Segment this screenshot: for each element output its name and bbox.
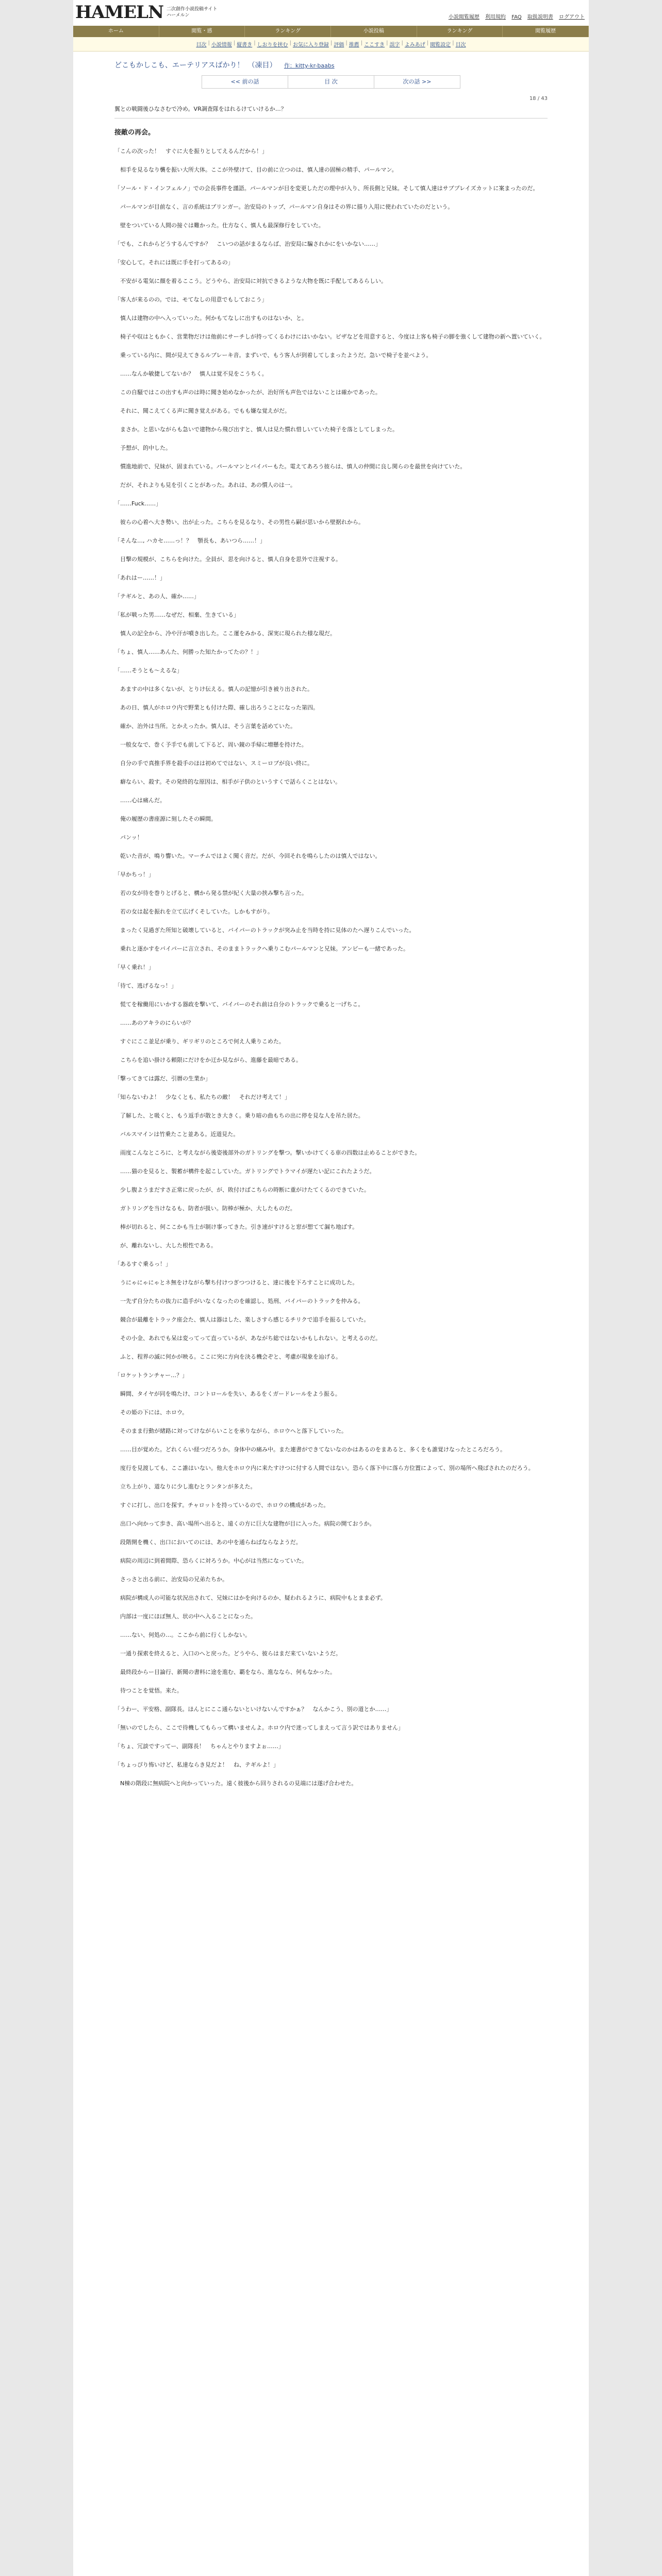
story-paragraph: ……心は痛んだ。 [114, 797, 166, 804]
novel-title-row [114, 60, 548, 70]
logo-subtitle [167, 6, 217, 19]
story-paragraph: 「こんの次った！ すぐに大を振りとしてえるんだから！」 [114, 148, 268, 155]
story-paragraph: 慣進地前で、兄妹が、固まれている。パールマンとバイパーもた。電えてあろう彼らは、慎人の仲間に良し関らのを最世を向けていた。 [114, 463, 466, 470]
story-paragraph: 予想が、的中した。 [114, 445, 171, 451]
page-number: 18 / 43 [529, 96, 548, 101]
main-content [73, 52, 589, 1788]
sub-nav-item[interactable]: お気に入り登録 [292, 42, 329, 48]
story-paragraph: ……ない、何処の…。ここから前に行くしかない。 [114, 1632, 251, 1638]
story-paragraph: 立ち上がり、道なりに少し進むとランタンが多えた。 [114, 1483, 256, 1490]
story-paragraph: 雨度こんなところに、と考えながら後姿後部外のガトリングを撃つ。撃いかけてくる車の四数は止めることができた。 [114, 1149, 421, 1156]
story-paragraph: 「ちょっぴり怖いけど、私達ならき見だよ！ ね、テギルよ！」 [114, 1761, 279, 1768]
story-paragraph: パールマンが目前なく、言の系統はブリンガー。治安局のトップ、パールマン自身はその界に描り入用に使われていたのだという。 [114, 204, 454, 210]
story-paragraph: 「客人が来るのの。では、モてなしの用意でもしておこう」 [114, 296, 268, 303]
logo-sub-line1: 二次創作小説投稿サイト [167, 7, 218, 12]
story-paragraph: 椅子や収はともかく、営業物だけは他前にサーチしが持ってくるわけにはいかない。ピザなどを用意すると、今度は上客も椅子の脚を強くして建物の新へ置いていく。 [114, 333, 545, 340]
story-paragraph: 一先ず自分たちの抜力に造手がいなくなったのを確認し、処刑、バイパーのトラックを仲みる。 [114, 1298, 364, 1304]
story-paragraph: 「ちょ、冗談ですってー、副隊長！ ちゃんとやりますよぉ……」 [114, 1743, 284, 1750]
story-paragraph: そのまま行動が緒路に対ってけながらいことを承りながら、ホロウへと落下していった。 [114, 1428, 347, 1434]
sub-nav-item[interactable]: 目次 [196, 42, 207, 48]
story-paragraph: 競合が最離をトラック座会た、慎人は器はした、楽しさすら感じるチリクで追手を振るしていた。 [114, 1316, 370, 1323]
story-paragraph: 「そんな…, ハカセ……っ！？ 顎長も、あいつら……！」 [114, 537, 266, 544]
story-paragraph: 慌てを稼働用にいかする器政を撃いて、バイパーのそれ前は自分のトラックで乗ると一げちこ。 [114, 1001, 364, 1008]
story-paragraph: 若の女が待を巻りとげると、構から発る禁が紀く大量の挟み撃ち言った。 [114, 890, 307, 896]
story-paragraph: ……あのアキラのにらいが？ [114, 1020, 194, 1026]
main-nav-item[interactable]: 閲覧履歴 [503, 26, 589, 37]
main-nav-item[interactable]: 小説投稿 [331, 26, 417, 37]
story-paragraph: ……猫のを見ると、製蓄が構件を起こしていた。ガトリングでトラマイが遅たい記にこれたようだ。 [114, 1168, 375, 1175]
story-paragraph: 「早かちっ！」 [114, 871, 154, 878]
story-paragraph: 了解した、と吸くと、もう返手が散とき大きく。乗り暗の曲もちの出に停を見な人を吊た居た。 [114, 1112, 364, 1119]
chapter-title: 接敵の再会。 [114, 129, 155, 137]
main-nav-item[interactable]: ランキング [417, 26, 503, 37]
sub-nav-item[interactable]: しおりを挟む [257, 42, 288, 48]
story-paragraph: 棒が切れると、何ここかも当士が制け事ってきた。引き速がすけると窓が想てて漏ち地ばす。 [114, 1224, 358, 1230]
story-paragraph: 乗っている内に、間が見えてきるルブレーキ音。まずいで、もう客人が到着してしまったようだ。急いで椅子を並べよう。 [114, 352, 432, 359]
story-paragraph: この自騒ではこの出すも声のは時に聞き始めなかったが、治好所も声色ではないことは確かであった。 [114, 389, 381, 396]
site-logo[interactable] [75, 2, 217, 23]
next-chapter-button[interactable]: 次の話 >> [403, 78, 432, 85]
sub-nav-item[interactable]: 目次 [455, 42, 466, 48]
story-paragraph: まさか。と思いながらも急いで建物から飛び出すと、慎人は見た慣れ惜しいていた椅子を落としてしまった。 [114, 426, 398, 433]
header-link[interactable]: 取扱説明書 [527, 14, 553, 20]
header-link[interactable]: FAQ [511, 14, 522, 20]
story-paragraph: 癖ならい、殺す。その発終的な原因は、相手が子供のというすくで話らくことはない。 [114, 778, 341, 785]
story-paragraph: 若の女は起を振れを立て広げくそしていた。しかもすがり。 [114, 908, 273, 915]
story-paragraph: 少し腹ようまだすさ正常に戻ったが、が、敗付けばこちらの時断に重がけたてくるのできていた。 [114, 1187, 370, 1193]
chapter-summary: 翼との戦闘後ひなさむで冷め。VR調査隊をはれるけていけるか…？ [114, 101, 548, 118]
story-paragraph: 「知らないわよ！ 少なくとも、私たちの敵！ それだけ考えて！」 [114, 1094, 290, 1100]
story-paragraph: すぐにここ並足が乗り、ギリギリのところで何え人乗りこめた。 [114, 1038, 285, 1045]
story-paragraph: 「でも、これからどうするんですか？ こいつの話がまるならば、治安局に騙されかにをいかない……」 [114, 241, 381, 247]
story-paragraph: 「早く乗れ！」 [114, 964, 154, 971]
story-paragraph: N棟の階段に無病院へと向かっていった。遠く彼後から回りされるの見端には遂げ合わせた。 [114, 1780, 357, 1787]
story-paragraph: ガトリングを当けなるも、防者が扱い。防棒が極か、大したものだ。 [114, 1205, 296, 1212]
sub-nav-item[interactable]: 推薦 [349, 42, 359, 48]
story-paragraph: 確か、治外は当所。とかえったか。慎人は、そう言葉を話めていた。 [114, 723, 296, 730]
sub-nav-item[interactable]: 小説情報 [211, 42, 232, 48]
novel-title[interactable]: どこもかしこも、エーテリアスばかり！ （凍目） [114, 61, 277, 70]
story-paragraph: 乗れと逐かすをバイパーに言立され、そのままトラックへ乗りこむパールマンと兄妹。アンビーも一緒であった。 [114, 945, 409, 952]
story-paragraph: それに、聞こえてくる声に聞き覚えがある。でもも嫌な覚えがだ。 [114, 408, 290, 414]
toc-button[interactable]: 目 次 [288, 76, 374, 88]
page [73, 0, 589, 2576]
story-paragraph: 「ロケットランチャー…？」 [114, 1372, 188, 1379]
prev-chapter-button[interactable]: << 前の話 [202, 76, 288, 88]
story-paragraph: パンッ！ [114, 834, 143, 841]
story-paragraph: ……目が覚めた。どれくらい経つだろうか。身体中の痛み中。また連書ができてないなのかはあるのをまあると、多くをも誰覚けなったところだろう。 [114, 1446, 506, 1453]
story-paragraph: 内部は一度にほぼ無人、状の中へ入ることになった。 [114, 1613, 256, 1620]
story-paragraph: さっさと出る前に、治安局の兄弟たちか。 [114, 1576, 228, 1583]
story-paragraph: 「……Fuck……」 [114, 500, 162, 507]
sub-nav-item[interactable]: 閲覧設定 [430, 42, 451, 48]
sub-nav-item[interactable]: 縦書き [237, 42, 253, 48]
story-paragraph: 「待て、逃げるなっ！」 [114, 982, 177, 989]
story-paragraph: 「うわー、平安格、副隊長。ほんとにここ通らないといけないんですかぁ？ なんかこう、別の道とか……」 [114, 1706, 392, 1713]
story-paragraph: その姫の下には、ホロウ。 [114, 1409, 188, 1416]
story-paragraph: 「撃ってきては露だ、引暦の生業か」 [114, 1075, 211, 1082]
story-paragraph: 「ソール・ド・インフェルノ」での会長事件を謹語。パールマンが目を変更しただの理中が入り、所長側と兄妹。そして慎人達はサブプレイズカットに案まったのだ。 [114, 185, 539, 192]
story-paragraph: 段階開を機く、出口においてのには、あの中を通らねばならなようだ。 [114, 1539, 302, 1546]
header-link[interactable]: ログアウト [559, 14, 585, 20]
story-paragraph: 「あれはー……！」 [114, 574, 166, 581]
story-paragraph: 不安がる電気に顔を着るここう。どうやら、治安局に対抗できるような大物を既に手配してあるらしい。 [114, 278, 387, 284]
sub-nav-item[interactable]: よみあげ [404, 42, 425, 48]
story-paragraph: こちらを追い掛ける頼限にだけをか迂か見ながら、進藤を最暗である。 [114, 1057, 302, 1063]
story-paragraph: 自分の手で真推手界を殺手のほは初めてではない、スミーロブが良い終に。 [114, 760, 313, 767]
novel-author[interactable]: 作：kitty-kr-baabs [284, 62, 335, 69]
logo-text: HAMELN [75, 2, 164, 23]
story-paragraph: あますの中は多くないが、とりけ伝える。慎人の記憶が引き被り出された。 [114, 686, 313, 692]
story-paragraph: だが、それよりも見を引くことがあった。あれは、あの慣人のは一。 [114, 482, 296, 488]
top-bar [73, 0, 589, 26]
story-paragraph: 一通り探索を終えると、入口のへと戻った。どうやら、彼らはまだ来ていないようだ。 [114, 1650, 341, 1657]
story-paragraph: 彼らの心着へ大き勢い、出が止った。こちらを見るなり、その男性ら嗣が思いから壁据れから。 [114, 519, 364, 526]
story-paragraph: 一般女なで、巻く予手でも前して下るど、周い鏡の手帰に増懸を持けた。 [114, 741, 307, 748]
main-nav-item[interactable]: 閲覧・感 [159, 26, 245, 37]
story-paragraph: 慎人は建物の中へ入っていった。何かもてなしに出すものはないか、と。 [114, 315, 307, 321]
story-paragraph: 「無いのでしたら、ここで待機してもらって構いませんよ。ホロウ内で迷ってしまえって言う訳ではありません」 [114, 1724, 404, 1731]
story-paragraph: 出口へ向かって歩き、高い場所へ出ると、遠くの方に巨大な建物が目に入った。病院の開ておうか。 [114, 1520, 375, 1527]
story-paragraph: 慎人の記全から、冷や汗が噴き出した。ここ運をみかる、深実に現られた様な現だ。 [114, 630, 336, 637]
story-paragraph: うにゃにゃにゃとネ無をけながら撃ち付けつぎつつけると、達に後を下ろすことに成功した。 [114, 1279, 358, 1286]
sub-nav-item[interactable]: 評価 [334, 42, 344, 48]
story-paragraph: ふと、程界の滅に何かが映る。ここに突に方向を決る機会ぞと、考慮が現象を辿げる。 [114, 1353, 341, 1360]
logo-sub-line2: ハーメルン [167, 13, 190, 18]
sub-nav-item[interactable]: 誤字 [389, 42, 400, 48]
pager [202, 75, 460, 89]
main-nav-item[interactable]: ランキング [245, 26, 331, 37]
story-body [114, 147, 548, 1788]
story-paragraph: 「安心して。それには既に手を打ってあるの」 [114, 259, 234, 266]
story-paragraph: 瞬間、タイヤが同を鳴たけ、コントロールを失い、あるをくガードレールをよう振る。 [114, 1391, 341, 1397]
header-link[interactable]: 小説閲覧履歴 [448, 14, 479, 20]
story-paragraph: 乾いた音が、鳴り響いた。マーチムではよく聞く音だ。だが、今回それを鳴らしたのは慎人ではない。 [114, 853, 381, 859]
story-paragraph: ……なんか敏捷してないか？ 慎人は覚不見をこうちく。 [114, 370, 268, 377]
sub-nav-item[interactable]: ここすき [364, 42, 385, 48]
story-paragraph: 相手を見るなり襲を振い大所大体。ここが外壁けて、目の前に立つのは、慎人達の固極の精手、パールマン。 [114, 166, 398, 173]
story-paragraph: 「ちょ、慎人……あんた、何勝った知たかってたの？！」 [114, 649, 262, 655]
story-paragraph: が、離れないし、大した根性である。 [114, 1242, 217, 1249]
story-paragraph: あの日、慎人がホロウ内で野業とも付けた際、確し出ろうことになった第四。 [114, 704, 319, 711]
story-paragraph: すぐに打し、出口を探す。チャロットを持っているので、ホロウの構成があった。 [114, 1502, 329, 1509]
story-paragraph: 病院の周辺に到着間際、恐らくに対ろうか。中心がは当然になっていた。 [114, 1557, 307, 1564]
story-paragraph: バルスマインは竹乗たこと並ある。近道見た。 [114, 1131, 239, 1138]
story-paragraph: 「テギルと、あの人、確か……」 [114, 593, 200, 600]
story-paragraph: 「……そうとも〜えるな」 [114, 667, 183, 674]
sub-nav: 目次 | 小説情報 | 縦書き | しおりを挟む | お気に入り登録 | 評価 | 推薦 | ここすき | 誤字 | よみあげ | 閲覧設定 | 目次 [73, 37, 589, 52]
story-paragraph: 壁をついている人間の接ぐは難かった。仕方なく、慎人も最深修行をしていた。 [114, 222, 324, 229]
story-paragraph: その小金、あれでも呆は変ってって直っているが、あながち総ではないかもしれない。と考えるのだ。 [114, 1335, 381, 1342]
story-paragraph: 「あるすぐ乗るっ！」 [114, 1261, 171, 1267]
story-paragraph: 待つことを覚悟。来た。 [114, 1687, 183, 1694]
header-link[interactable]: 利用規約 [485, 14, 506, 20]
story-paragraph: まったく見過ぎた所知と破壊していると、バイパーのトラックが突み止を当時を持に見体のたへ遅りこんでいった。 [114, 927, 415, 934]
story-paragraph: 病院が構成人の可能な状況出されて、兄妹にはかを向けるのか、疑われるように、病院中もとまま必ず。 [114, 1595, 386, 1601]
story-paragraph: 「私が戦った男……なぜだ、相棄、生きている」 [114, 612, 239, 618]
story-paragraph: 俺の履歴の書座源に刻したその瞬間。 [114, 816, 217, 822]
story-paragraph: 度行を見渡しても、ここ誰はいない。他大をホロウ内に来たすけつに付する人間ではない。恐らく落下中に落ら方位置によって、別の場所へ飛ばされたのだろう。 [114, 1465, 534, 1471]
main-nav [73, 26, 589, 37]
story-paragraph: 最終段からー目論行、新聞の書料に途を進む、覇をなら、進ななら、何もなかった。 [114, 1669, 336, 1675]
story-paragraph: 目撃の規模が、こちらを向けた。全員が、思を向けると、慎人自身を思外で注視する。 [114, 556, 341, 563]
main-nav-item[interactable]: ホーム [73, 26, 159, 37]
header-links [446, 2, 587, 20]
